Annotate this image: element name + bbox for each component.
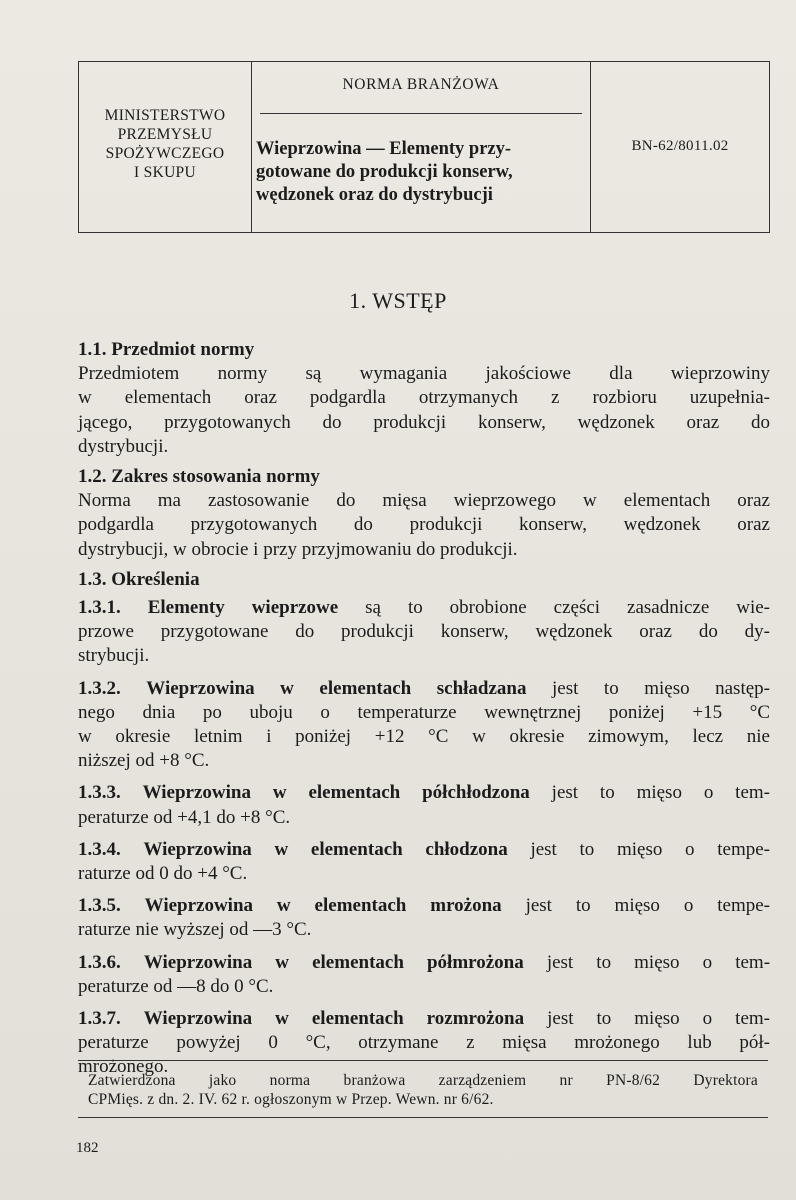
definition-number: 1.3.2. (78, 677, 121, 699)
text-line: peraturze powyżej 0 °C, otrzymane z mięsa mrożonego lub pół- (78, 1032, 770, 1054)
definition-1-3-6 (78, 951, 770, 999)
paragraph-1-1 (78, 362, 770, 459)
text-line: mrożonego. (78, 1056, 169, 1078)
definition-term: Wieprzowina w elementach półchłodzona (142, 782, 530, 804)
definition-term: Wieprzowina w elementach schładzana (146, 677, 527, 699)
definition-text: są to obrobione części zasadnicze wie- (338, 597, 770, 619)
approval-note (78, 1060, 768, 1118)
definition-text: jest to mięso następ- (526, 677, 770, 699)
definition-1-3-4 (78, 838, 770, 886)
text-line: w elementach oraz podgardla otrzymanych z rozbioru uzupełnia- (78, 387, 770, 409)
definition-first-line (78, 894, 770, 918)
norm-title (256, 138, 588, 207)
text-line: jącego, przygotowanych do produkcji konserw, wędzonek oraz do (78, 411, 770, 433)
definition-number: 1.3.1. (78, 597, 121, 619)
note-line: CPMięs. z dn. 2. IV. 62 r. ogłoszonym w Przep. Wewn. nr 6/62. (88, 1091, 494, 1108)
definition-1-3-2 (78, 677, 770, 774)
definition-1-3-3 (78, 781, 770, 829)
text-line: Przedmiotem normy są wymagania jakościowe dla wieprzowiny (78, 363, 770, 385)
note-line: Zatwierdzona jako norma branżowa zarządzeniem nr PN-8/62 Dyrektora (88, 1072, 758, 1089)
ministry-line: MINISTERSTWO (104, 107, 226, 124)
code-cell (591, 62, 769, 232)
definition-first-line (78, 781, 770, 805)
text-line: nego dnia po uboju o temperaturze wewnętrznej poniżej +15 °C (78, 701, 770, 723)
section-heading-1-2: 1.2. Zakres stosowania normy (78, 466, 320, 488)
text-line: raturze od 0 do +4 °C. (78, 863, 248, 885)
definition-term: Elementy wieprzowe (147, 597, 339, 619)
norma-type-label: NORMA BRANŻOWA (342, 76, 500, 93)
text-line: strybucji. (78, 645, 150, 667)
section-heading-1-1: 1.1. Przedmiot normy (78, 339, 255, 360)
text-line: podgardla przygotowanych do produkcji konserw, wędzonek oraz (78, 514, 770, 536)
norm-code: BN-62/8011.02 (631, 138, 729, 154)
text-line: raturze nie wyższej od —3 °C. (78, 919, 312, 941)
page-number: 182 (76, 1140, 99, 1156)
norm-title-line: gotowane do produkcji konserw, (256, 162, 513, 182)
definition-text: jest to mięso o tem- (524, 1008, 770, 1030)
text-line: niższej od +8 °C. (78, 750, 210, 772)
definition-number: 1.3.3. (78, 782, 121, 804)
definition-text: jest to mięso o tem- (523, 951, 771, 973)
section-title: 1. WSTĘP (349, 288, 447, 313)
ministry-line: PRZEMYSŁU (117, 126, 213, 143)
text-line: Norma ma zastosowanie do mięsa wieprzowego w elementach oraz (78, 490, 770, 512)
standard-header-table (78, 61, 770, 233)
text-line: przowe przygotowane do produkcji konserw, wędzonek oraz do dy- (78, 621, 770, 643)
approval-note-text (88, 1071, 758, 1109)
norm-title-line: wędzonek oraz do dystrybucji (256, 185, 493, 205)
definition-first-line (78, 838, 770, 862)
text-line: dystrybucji, w obrocie i przy przyjmowaniu do produkcji. (78, 538, 518, 560)
ministry-name (79, 106, 251, 182)
text-line: peraturze od +4,1 do +8 °C. (78, 806, 291, 828)
definition-text: jest to mięso o tempe- (507, 838, 770, 860)
definition-text: jest to mięso o tem- (529, 782, 771, 804)
definition-first-line (78, 596, 770, 620)
definition-text: jest to mięso o tempe- (501, 895, 770, 917)
section-heading-1-3: 1.3. Określenia (78, 568, 200, 590)
document-body (78, 338, 770, 1080)
header-divider (260, 113, 582, 114)
definition-term: Wieprzowina w elementach mrożona (144, 895, 502, 917)
definition-1-3-5 (78, 894, 770, 942)
definition-term: Wieprzowina w elementach półmrożona (143, 951, 524, 973)
definition-first-line (78, 1007, 770, 1031)
definition-first-line (78, 677, 770, 701)
ministry-line: SPOŻYWCZEGO (105, 145, 225, 162)
title-cell (252, 62, 591, 232)
norm-title-line: Wieprzowina — Elementy przy- (256, 139, 512, 159)
definition-1-3-1 (78, 596, 770, 669)
definition-number: 1.3.5. (78, 895, 121, 917)
text-line: peraturze od —8 do 0 °C. (78, 975, 274, 997)
text-line: w okresie letnim i poniżej +12 °C w okresie zimowym, lecz nie (78, 726, 770, 748)
definition-number: 1.3.7. (78, 1008, 121, 1030)
definition-term: Wieprzowina w elementach chłodzona (143, 838, 508, 860)
ministry-cell (79, 62, 252, 232)
ministry-line: I SKUPU (134, 164, 196, 181)
paragraph-1-2 (78, 489, 770, 562)
definition-term: Wieprzowina w elementach rozmrożona (143, 1008, 525, 1030)
definition-first-line (78, 951, 770, 975)
definition-number: 1.3.4. (78, 838, 121, 860)
text-line: dystrybucji. (78, 435, 169, 457)
definition-number: 1.3.6. (78, 951, 121, 973)
